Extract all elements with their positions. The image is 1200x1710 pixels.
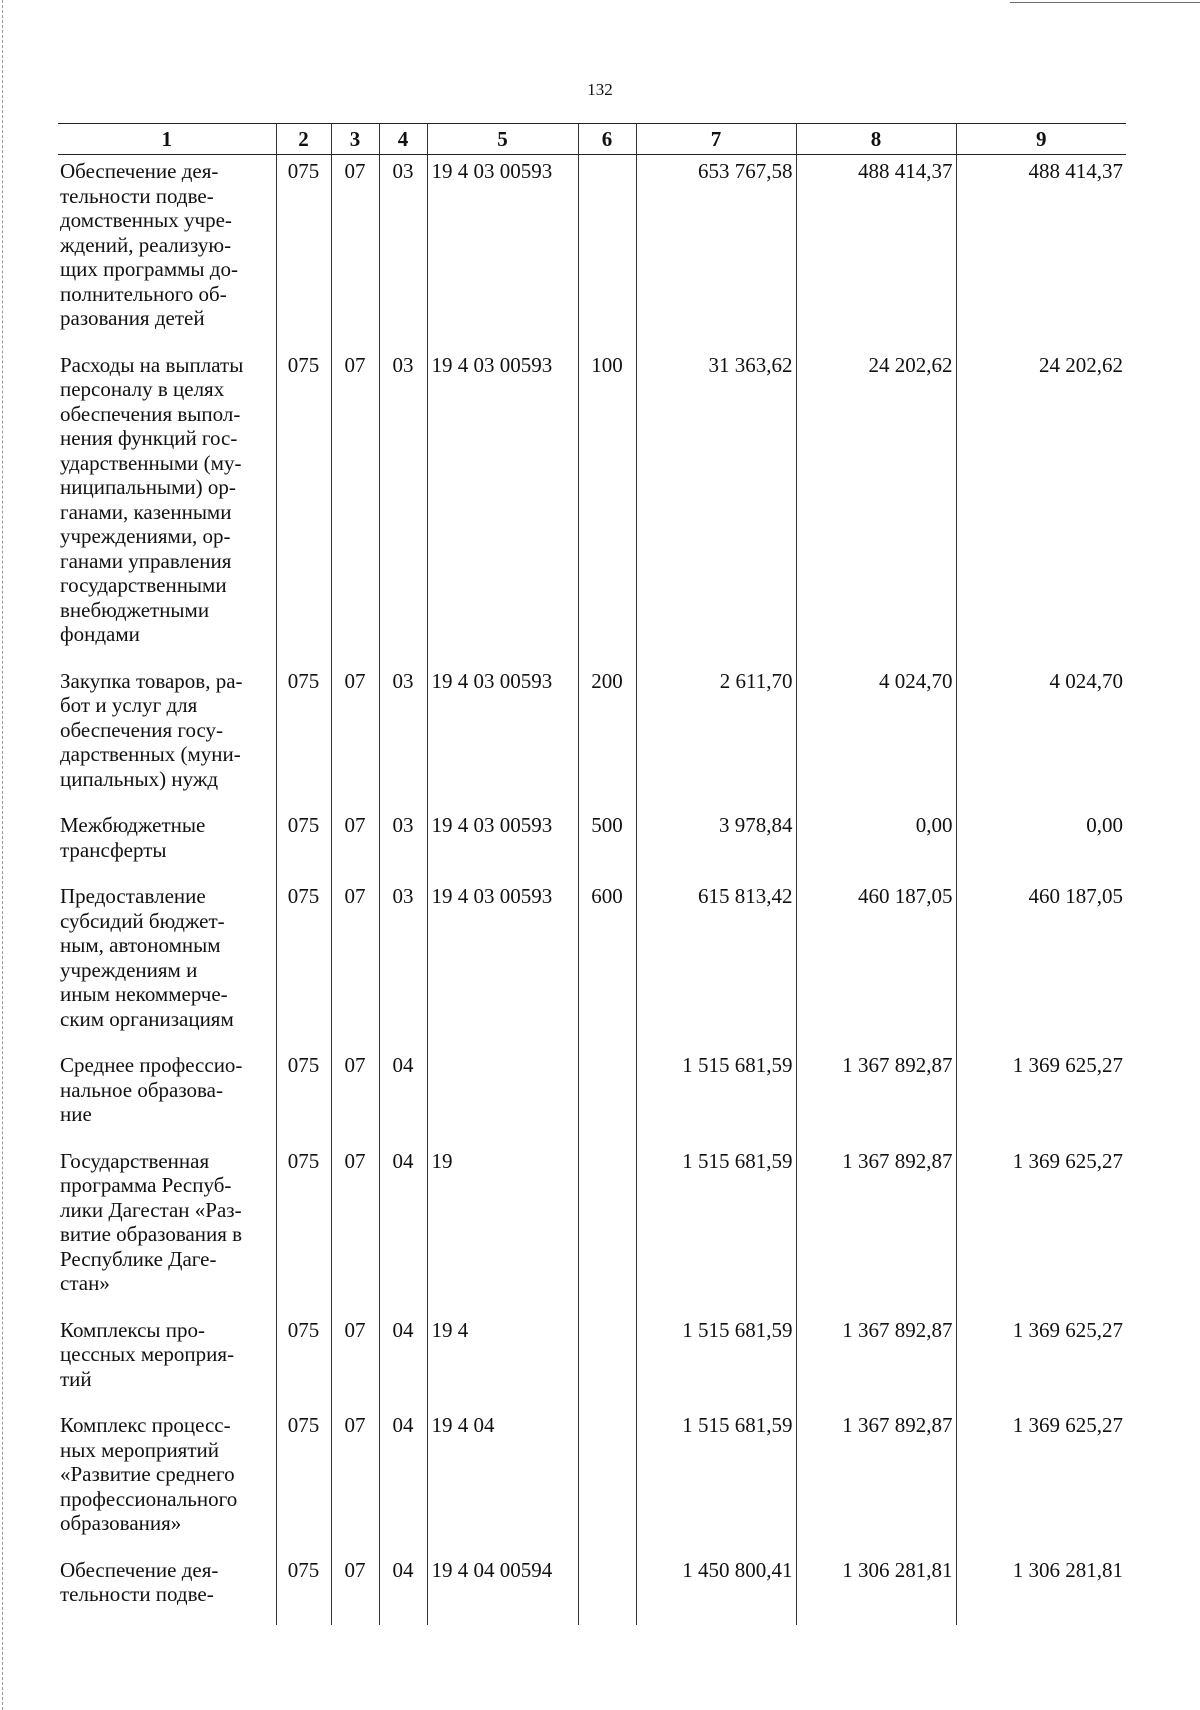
section-code-cell: 07 — [331, 880, 379, 1049]
section-code-cell: 07 — [331, 349, 379, 665]
expense-type-code-cell — [578, 1049, 636, 1145]
header-col-9: 9 — [956, 124, 1126, 155]
subsection-code-cell: 03 — [379, 349, 427, 665]
table-row — [58, 809, 1126, 880]
amount-col-9-cell: 0,00 — [956, 809, 1126, 880]
section-code-cell: 07 — [331, 1049, 379, 1145]
amount-col-9-cell: 24 202,62 — [956, 349, 1126, 665]
ministry-code-cell: 075 — [276, 349, 331, 665]
scan-edge-left — [2, 0, 3, 1710]
amount-col-9-cell: 1 306 281,81 — [956, 1554, 1126, 1625]
amount-col-7-cell: 1 515 681,59 — [636, 1314, 796, 1410]
ministry-code-cell: 075 — [276, 1145, 331, 1314]
ministry-code-cell: 075 — [276, 1554, 331, 1625]
amount-col-8-cell: 24 202,62 — [796, 349, 956, 665]
table-row — [58, 880, 1126, 1049]
target-item-code-cell: 19 4 03 00593 — [427, 155, 578, 349]
amount-col-7-cell: 615 813,42 — [636, 880, 796, 1049]
subsection-code-cell: 04 — [379, 1049, 427, 1145]
amount-col-7-cell: 1 450 800,41 — [636, 1554, 796, 1625]
amount-col-9-cell: 488 414,37 — [956, 155, 1126, 349]
target-item-code-cell: 19 4 04 — [427, 1409, 578, 1554]
header-col-5: 5 — [427, 124, 578, 155]
table-row — [58, 1145, 1126, 1314]
amount-col-7-cell: 1 515 681,59 — [636, 1145, 796, 1314]
amount-col-8-cell: 1 367 892,87 — [796, 1314, 956, 1410]
header-col-6: 6 — [578, 124, 636, 155]
subsection-code-cell: 03 — [379, 155, 427, 349]
ministry-code-cell: 075 — [276, 665, 331, 810]
row-name-cell: Обеспечение дея- тельности подве- — [60, 1557, 219, 1606]
row-name-cell: Закупка товаров, ра- бот и услуг для обеспечения госу- дарственных (муни- ципальных) нужд — [60, 668, 243, 791]
subsection-code-cell: 04 — [379, 1314, 427, 1410]
row-name-cell: Расходы на выплаты персоналу в целях обеспечения выпол- нения функций гос- ударственными (му- ниципальными) ор- ганами, казенными учреждениями, ор- ганами управления государственными внебюджетными фондами — [60, 352, 244, 646]
header-col-3: 3 — [331, 124, 379, 155]
amount-col-8-cell: 460 187,05 — [796, 880, 956, 1049]
amount-col-7-cell: 2 611,70 — [636, 665, 796, 810]
row-name-cell: Обеспечение дея- тельности подве- домственных учре- ждений, реализую- щих программы до- полнительного об- разования детей — [60, 159, 238, 330]
amount-col-9-cell: 1 369 625,27 — [956, 1314, 1126, 1410]
expense-type-code-cell: 500 — [578, 809, 636, 880]
section-code-cell: 07 — [331, 1554, 379, 1625]
target-item-code-cell: 19 4 04 00594 — [427, 1554, 578, 1625]
amount-col-7-cell: 31 363,62 — [636, 349, 796, 665]
target-item-code-cell: 19 4 — [427, 1314, 578, 1410]
subsection-code-cell: 04 — [379, 1554, 427, 1625]
table-row — [58, 1409, 1126, 1554]
section-code-cell: 07 — [331, 1314, 379, 1410]
ministry-code-cell: 075 — [276, 1314, 331, 1410]
header-row — [58, 124, 1126, 155]
amount-col-7-cell: 1 515 681,59 — [636, 1409, 796, 1554]
amount-col-8-cell: 1 367 892,87 — [796, 1409, 956, 1554]
ministry-code-cell: 075 — [276, 809, 331, 880]
table-body — [58, 155, 1126, 1625]
expense-type-code-cell — [578, 155, 636, 349]
budget-table — [58, 123, 1126, 1625]
amount-col-9-cell: 1 369 625,27 — [956, 1145, 1126, 1314]
page-number: 132 — [587, 80, 613, 99]
table-row — [58, 1554, 1126, 1625]
expense-type-code-cell: 200 — [578, 665, 636, 810]
row-name-cell: Межбюджетные трансферты — [60, 813, 206, 862]
expense-type-code-cell — [578, 1409, 636, 1554]
target-item-code-cell — [427, 1049, 578, 1145]
table-row — [58, 1049, 1126, 1145]
section-code-cell: 07 — [331, 665, 379, 810]
section-code-cell: 07 — [331, 1409, 379, 1554]
table-row — [58, 665, 1126, 810]
ministry-code-cell: 075 — [276, 155, 331, 349]
subsection-code-cell: 03 — [379, 665, 427, 810]
target-item-code-cell: 19 4 03 00593 — [427, 809, 578, 880]
amount-col-9-cell: 1 369 625,27 — [956, 1409, 1126, 1554]
target-item-code-cell: 19 4 03 00593 — [427, 880, 578, 1049]
amount-col-9-cell: 1 369 625,27 — [956, 1049, 1126, 1145]
scan-edge-top — [1010, 2, 1200, 3]
amount-col-7-cell: 3 978,84 — [636, 809, 796, 880]
row-name-cell: Комплексы про- цессных мероприя- тий — [60, 1317, 235, 1391]
amount-col-8-cell: 4 024,70 — [796, 665, 956, 810]
row-name-cell: Государственная программа Респуб- лики Дагестан «Раз- витие образования в Республике Даге- стан» — [60, 1148, 243, 1295]
expense-type-code-cell: 600 — [578, 880, 636, 1049]
amount-col-8-cell: 0,00 — [796, 809, 956, 880]
header-col-8: 8 — [796, 124, 956, 155]
header-col-4: 4 — [379, 124, 427, 155]
expense-type-code-cell: 100 — [578, 349, 636, 665]
subsection-code-cell: 04 — [379, 1145, 427, 1314]
target-item-code-cell: 19 — [427, 1145, 578, 1314]
subsection-code-cell: 03 — [379, 809, 427, 880]
ministry-code-cell: 075 — [276, 1049, 331, 1145]
section-code-cell: 07 — [331, 809, 379, 880]
amount-col-9-cell: 4 024,70 — [956, 665, 1126, 810]
table-row — [58, 155, 1126, 349]
header-col-7: 7 — [636, 124, 796, 155]
amount-col-8-cell: 1 367 892,87 — [796, 1145, 956, 1314]
row-name-cell: Среднее профессио- нальное образова- ние — [60, 1053, 243, 1126]
target-item-code-cell: 19 4 03 00593 — [427, 665, 578, 810]
section-code-cell: 07 — [331, 155, 379, 349]
expense-type-code-cell — [578, 1554, 636, 1625]
table-header — [58, 124, 1126, 155]
section-code-cell: 07 — [331, 1145, 379, 1314]
amount-col-9-cell: 460 187,05 — [956, 880, 1126, 1049]
table-row — [58, 349, 1126, 665]
ministry-code-cell: 075 — [276, 1409, 331, 1554]
amount-col-7-cell: 653 767,58 — [636, 155, 796, 349]
header-col-2: 2 — [276, 124, 331, 155]
row-name-cell: Комплекс процесс- ных мероприятий «Развитие среднего профессионального образования» — [60, 1413, 238, 1535]
amount-col-8-cell: 1 306 281,81 — [796, 1554, 956, 1625]
amount-col-8-cell: 488 414,37 — [796, 155, 956, 349]
expense-type-code-cell — [578, 1314, 636, 1410]
expense-type-code-cell — [578, 1145, 636, 1314]
row-name-cell: Предоставление субсидий бюджет- ным, автономным учреждениям и иным некоммерче- ским организациям — [60, 884, 234, 1031]
amount-col-7-cell: 1 515 681,59 — [636, 1049, 796, 1145]
subsection-code-cell: 03 — [379, 880, 427, 1049]
header-col-1: 1 — [58, 124, 276, 155]
subsection-code-cell: 04 — [379, 1409, 427, 1554]
ministry-code-cell: 075 — [276, 880, 331, 1049]
table-row — [58, 1314, 1126, 1410]
amount-col-8-cell: 1 367 892,87 — [796, 1049, 956, 1145]
target-item-code-cell: 19 4 03 00593 — [427, 349, 578, 665]
